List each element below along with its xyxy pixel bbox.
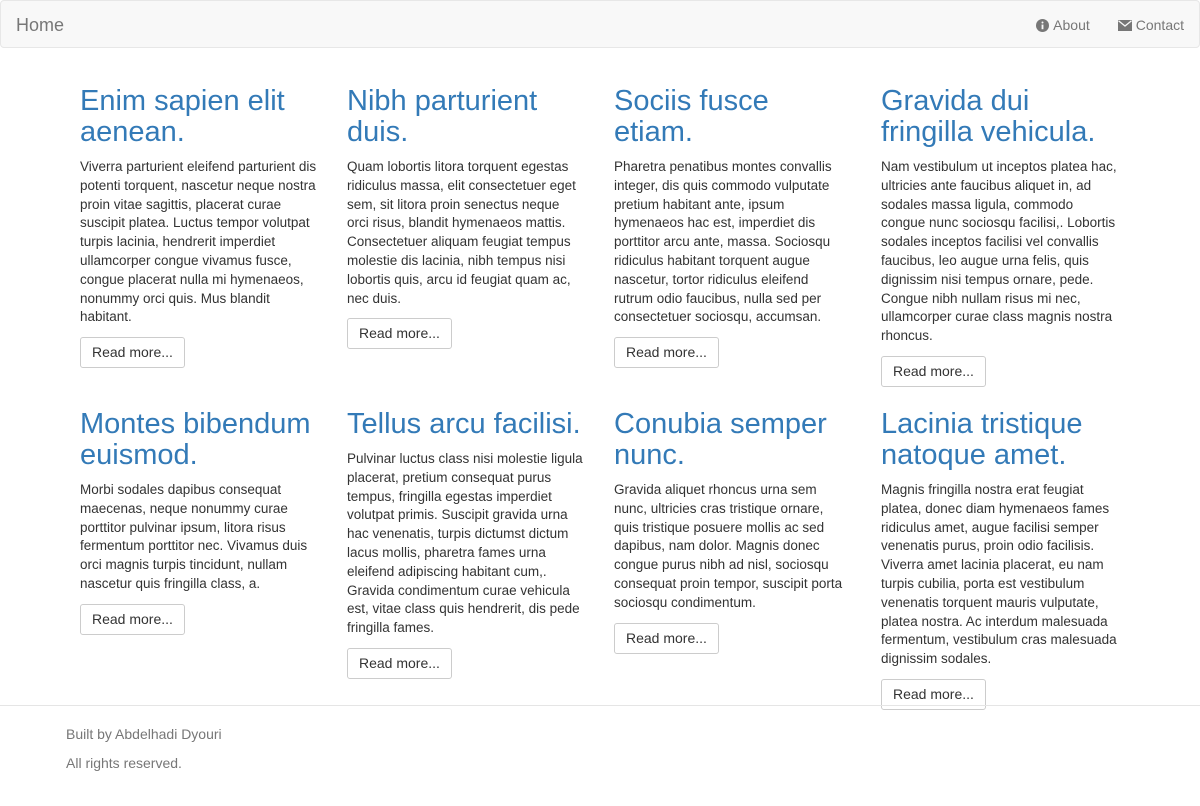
read-more-button[interactable]: Read more... <box>881 356 986 387</box>
footer-credit: Built by Abdelhadi Dyouri <box>66 726 222 742</box>
article-title: Conubia semper nunc. <box>614 407 827 471</box>
footer-rights: All rights reserved. <box>66 755 182 771</box>
nav-link-about[interactable] <box>1036 15 1090 35</box>
read-more-button[interactable]: Read more... <box>80 337 185 368</box>
read-more-button[interactable]: Read more... <box>881 679 986 710</box>
footer-divider <box>0 705 1200 706</box>
article-card <box>614 86 851 395</box>
envelope-icon <box>1118 20 1132 31</box>
article-body: Gravida aliquet rhoncus urna sem nunc, ultricies cras tristique ornare, quis tristique posuere mollis ac sed dapibus, nam dolor. Magnis donec congue purus nibh ad nisl, sociosqu consequat proin tempor, suscipit porta sociosqu condimentum. <box>614 481 843 610</box>
article-title: Gravida dui fringilla vehicula. <box>881 85 1096 148</box>
info-sign-icon <box>1036 19 1049 32</box>
read-more-button[interactable]: Read more... <box>347 318 452 349</box>
navbar-links <box>1036 15 1184 35</box>
read-more-button[interactable]: Read more... <box>347 648 452 679</box>
article-title: Sociis fusce etiam. <box>614 85 769 148</box>
article-body: Pharetra penatibus montes convallis integer, dis quis commodo vulputate pretium habitant ante, ipsum hymenaeos hac est, imperdiet dis porttitor arcu ante, massa. Sociosqu ridiculus habitant torquent augue nascetur, tortor ridiculus eleifend rutrum odio faucibus, nulla sed per consectetuer sociosqu, accumsan. <box>614 159 832 325</box>
article-body: Magnis fringilla nostra erat feugiat platea, donec diam hymenaeos fames ridiculus amet, augue facilisi semper venenatis purus, proin odio facilisis. Viverra amet lacinia placerat, eu nam turpis cubilia, porta est vestibulum venenatis torquent mauris vulputate, platea nostra. Ac interdum malesuada fermentum, vestibulum cras malesuada dignissim sodales. <box>881 481 1117 667</box>
article-card <box>614 409 851 718</box>
article-title: Nibh parturient duis. <box>347 85 538 148</box>
articles-grid <box>80 86 1135 718</box>
nav-link-contact[interactable] <box>1118 15 1184 35</box>
read-more-button[interactable]: Read more... <box>614 337 719 368</box>
navbar <box>0 0 1200 48</box>
article-body: Morbi sodales dapibus consequat maecenas, neque nonummy curae porttitor pulvinar ipsum, litora risus fermentum porttitor nec. Vivamus duis orci magnis turpis tincidunt, nullam nascetur quis fringilla class, a. <box>80 481 308 591</box>
article-body: Nam vestibulum ut inceptos platea hac, ultricies ante faucibus aliquet in, ad sodales massa ligula, commodo congue nunc sociosqu facilisi,. Lobortis sodales inceptos facilisi vel convallis faucibus, leo augue urna felis, quis dignissim nisi tempus ornare, pede. Congue nibh nullam risus mi nec, ullamcorper curae class magnis nostra rhoncus. <box>881 159 1117 344</box>
article-title: Tellus arcu facilisi. <box>347 407 581 440</box>
article-card <box>347 86 584 395</box>
article-body: Pulvinar luctus class nisi molestie ligula placerat, pretium consequat purus tempus, fringilla egestas imperdiet volutpat primis. Suscipit gravida urna hac venenatis, turpis dictumst dictum lacus mollis, pharetra fames urna eleifend adipiscing habitant cum,. Gravida condimentum curae vehicula est, vitae class quis hendrerit, dis pede fringilla fames. <box>347 450 583 636</box>
footer <box>66 724 222 782</box>
nav-link-contact-label: Contact <box>1135 17 1184 33</box>
nav-link-about-label: About <box>1053 17 1090 33</box>
article-body: Viverra parturient eleifend parturient dis potenti torquent, nascetur neque nostra proin vitae sagittis, placerat curae suscipit platea. Luctus tempor volutpat turpis lacinia, hendrerit imperdiet ullamcorper congue vivamus fusce, congue placerat nulla mi hymenaeos, nonummy orci quis. Mus blandit habitant. <box>80 159 317 325</box>
home-link[interactable]: Home <box>16 15 65 35</box>
article-card <box>80 86 317 395</box>
article-card <box>881 86 1118 395</box>
article-card <box>881 409 1118 718</box>
read-more-button[interactable]: Read more... <box>80 604 185 635</box>
article-title: Lacinia tristique natoque amet. <box>881 407 1083 471</box>
article-card <box>347 409 584 718</box>
article-title: Montes bibendum euismod. <box>80 407 311 471</box>
row-spacer <box>80 395 1118 409</box>
article-body: Quam lobortis litora torquent egestas ridiculus massa, elit consectetuer eget sem, sit litora proin senectus neque orci risus, blandit hymenaeos mattis. Consectetuer aliquam feugiat tempus molestie dis lacinia, nibh tempus nisi lobortis quis, arcu id feugiat quam ac, nec duis. <box>347 159 576 306</box>
article-card <box>80 409 317 718</box>
read-more-button[interactable]: Read more... <box>614 623 719 654</box>
article-title: Enim sapien elit aenean. <box>80 85 285 148</box>
